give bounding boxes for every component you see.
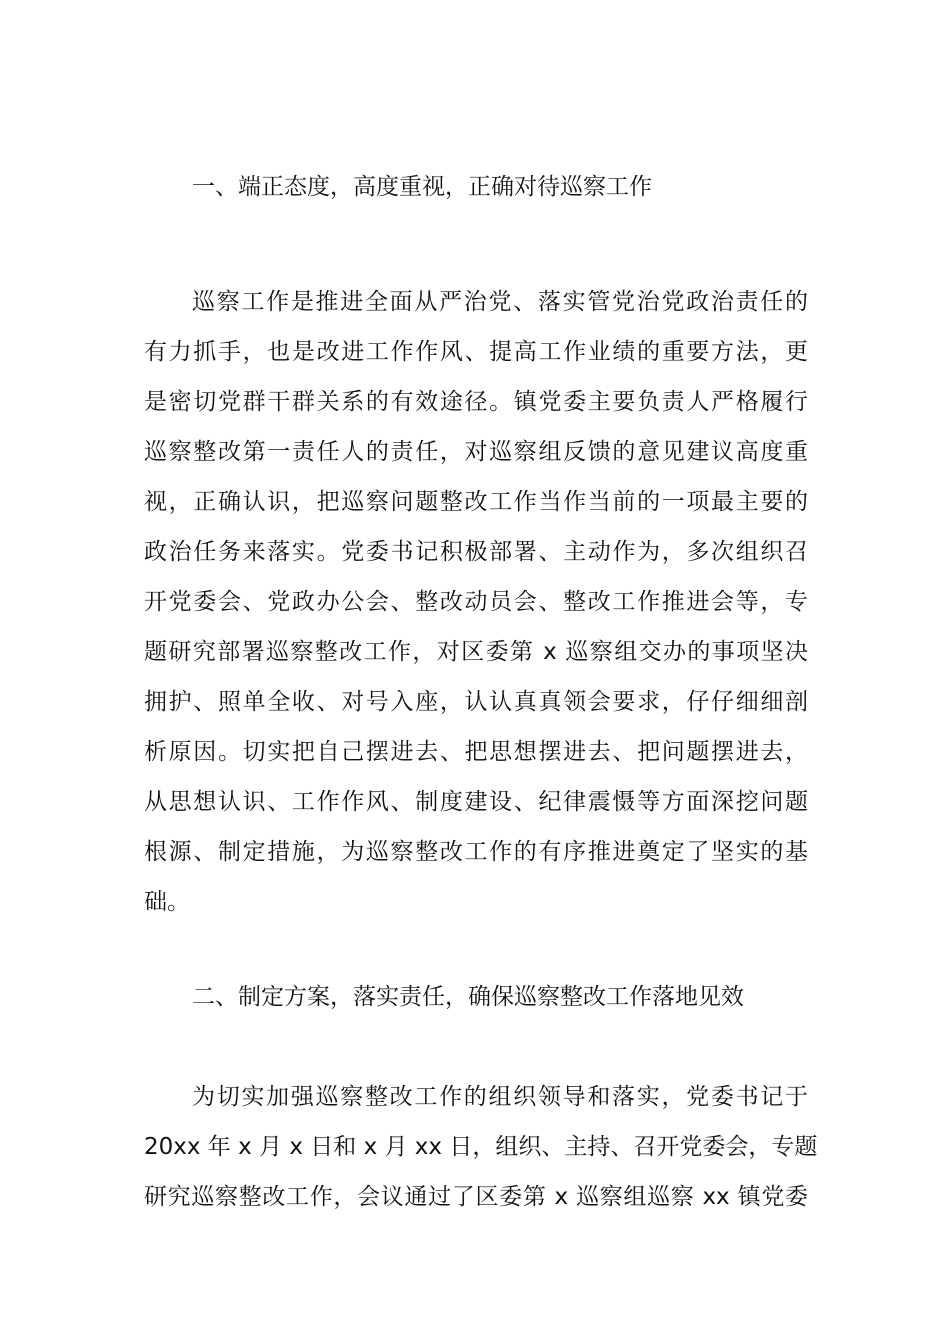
section-2-paragraph	[144, 1072, 818, 1222]
paragraph-line: 视，正确认识，把巡察问题整改工作当作当前的一项最主要的	[144, 489, 808, 515]
section-1-heading: 一、端正态度，高度重视，正确对待巡察工作	[192, 174, 652, 200]
paragraph-line: 20xx 年 x 月 x 日和 x 月 xx 日，组织、主持、召开党委会，专题	[144, 1134, 818, 1160]
paragraph-line: 巡察工作是推进全面从严治党、落实管党治党政治责任的	[192, 289, 808, 315]
paragraph-line: 从思想认识、工作作风、制度建设、纪律震慑等方面深挖问题	[144, 789, 808, 815]
paragraph-line: 研究巡察整改工作，会议通过了区委第 x 巡察组巡察 xx 镇党委	[144, 1184, 808, 1210]
section-2-heading: 二、制定方案，落实责任，确保巡察整改工作落地见效	[192, 984, 744, 1010]
paragraph-line: 析原因。切实把自己摆进去、把思想摆进去、把问题摆进去，	[144, 739, 808, 765]
paragraph-line: 为切实加强巡察整改工作的组织领导和落实，党委书记于	[192, 1084, 808, 1110]
section-1-paragraph	[144, 277, 808, 927]
paragraph-line: 有力抓手，也是改进工作作风、提高工作业绩的重要方法，更	[144, 339, 808, 365]
paragraph-line: 题研究部署巡察整改工作，对区委第 x 巡察组交办的事项坚决	[144, 639, 808, 665]
paragraph-line: 拥护、照单全收、对号入座，认认真真领会要求，仔仔细细剖	[144, 689, 808, 715]
paragraph-line: 根源、制定措施，为巡察整改工作的有序推进奠定了坚实的基	[144, 839, 808, 865]
paragraph-line: 巡察整改第一责任人的责任，对巡察组反馈的意见建议高度重	[144, 439, 808, 465]
paragraph-line: 是密切党群干群关系的有效途径。镇党委主要负责人严格履行	[144, 389, 808, 415]
paragraph-line: 础。	[144, 889, 190, 915]
paragraph-line: 政治任务来落实。党委书记积极部署、主动作为，多次组织召	[144, 539, 808, 565]
paragraph-line: 开党委会、党政办公会、整改动员会、整改工作推进会等，专	[144, 589, 808, 615]
